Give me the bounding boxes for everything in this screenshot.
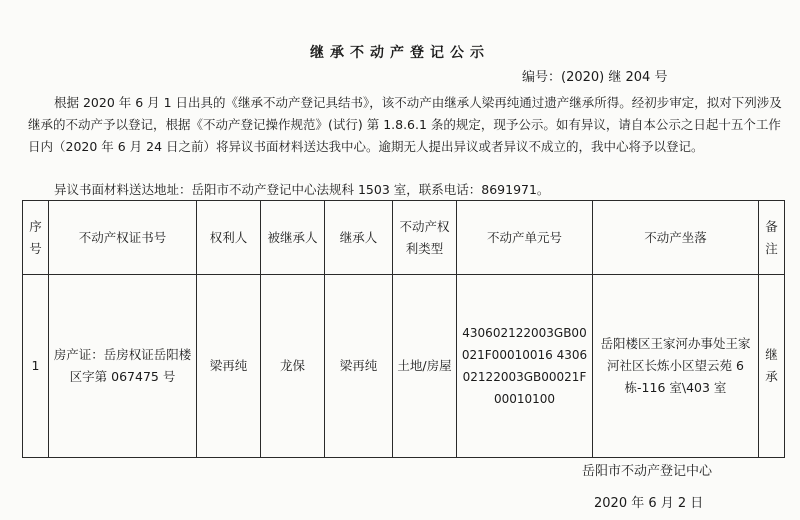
cell-right-type: 土地/房屋 <box>393 275 457 458</box>
table-row <box>23 275 785 458</box>
cell-location: 岳阳楼区王家河办事处王家河社区长炼小区望云苑 6 栋-116 室\403 室 <box>593 275 759 458</box>
header-unit-no: 不动产单元号 <box>457 201 593 275</box>
header-heir: 继承人 <box>325 201 393 275</box>
notice-body <box>28 92 784 158</box>
cell-seq: 1 <box>23 275 49 458</box>
cell-heir: 梁再纯 <box>325 275 393 458</box>
issue-date: 2020 年 6 月 2 日 <box>594 496 704 511</box>
objection-address: 异议书面材料送达地址：岳阳市不动产登记中心法规科 1503 室，联系电话：8691971。 <box>54 182 550 197</box>
header-deceased: 被继承人 <box>261 201 325 275</box>
issuer-name: 岳阳市不动产登记中心 <box>582 464 713 479</box>
header-seq: 序号 <box>23 201 49 275</box>
cell-remark: 继承 <box>759 275 785 458</box>
table-header-row <box>23 201 785 275</box>
header-right-type: 不动产权利类型 <box>393 201 457 275</box>
cell-owner: 梁再纯 <box>197 275 261 458</box>
notice-paragraph: 根据 2020 年 6 月 1 日出具的《继承不动产登记具结书》，该不动产由继承人梁再纯通过遗产继承所得。经初步审定，拟对下列涉及继承的不动产予以登记，根据《不动产登记操作规范》(试行) 第 1.8.6.1 条的规定，现予公示。如有异议，请自本公示之日起十五个工作日内（2020 年 6 月 24 日之前）将异议书面材料送达我中心。逾期无人提出异议或者异议不成立的，我中心将予以登记。 <box>28 95 782 154</box>
cell-unit-no: 430602122003GB00021F00010016 430602122003GB00021F00010100 <box>457 275 593 458</box>
notice-title: 继承不动产登记公示 <box>310 45 490 61</box>
header-location: 不动产坐落 <box>593 201 759 275</box>
document-number: 编号：(2020) 继 204 号 <box>522 70 668 85</box>
header-owner: 权利人 <box>197 201 261 275</box>
header-remark: 备注 <box>759 201 785 275</box>
cell-cert: 房产证：岳房权证岳阳楼区字第 067475 号 <box>49 275 197 458</box>
registration-table <box>22 200 785 458</box>
cell-deceased: 龙保 <box>261 275 325 458</box>
header-cert: 不动产权证书号 <box>49 201 197 275</box>
